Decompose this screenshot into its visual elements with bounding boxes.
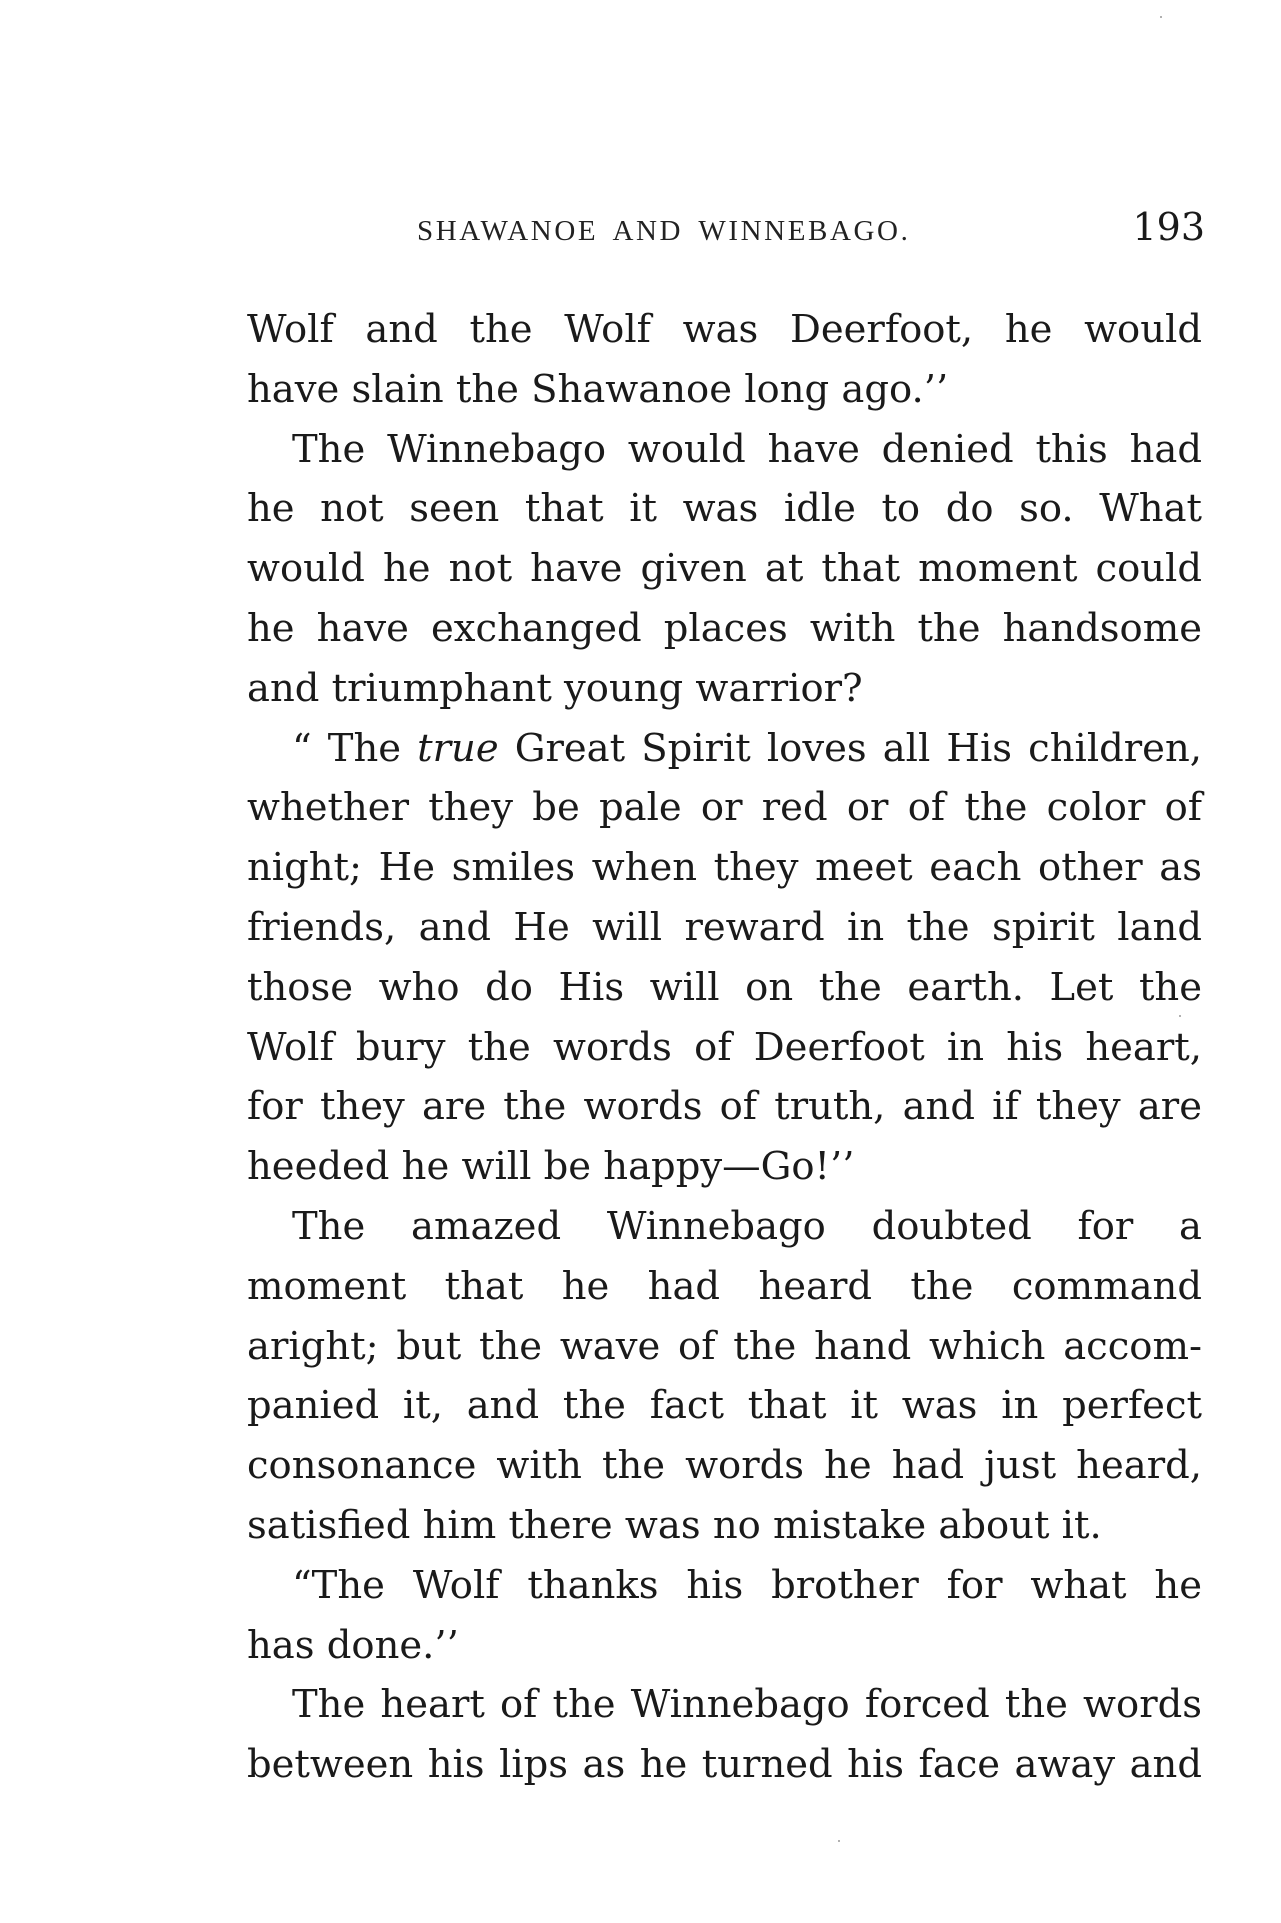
text-line: those who do His will on the earth. Let the (247, 964, 1202, 1010)
text-line: The heart of the Winnebago forced the words (292, 1682, 1202, 1728)
paper-speck (838, 1840, 840, 1842)
text-line: consonance with the words he had just heard, (247, 1443, 1202, 1489)
text-line: Wolf bury the words of Deerfoot in his heart, (247, 1024, 1202, 1070)
text-line: whether they be pale or red or of the color of (247, 785, 1202, 831)
text-fragment: Great Spirit loves all His children, (498, 725, 1202, 771)
body-text (247, 300, 1202, 1795)
text-line: would he not have given at that moment could (247, 546, 1202, 592)
running-header (247, 205, 1205, 255)
text-line: The Winnebago would have denied this had (292, 426, 1202, 472)
text-line: he not seen that it was idle to do so. What (247, 486, 1202, 532)
italic-word: true (417, 725, 499, 771)
text-line: moment that he had heard the command (247, 1263, 1202, 1309)
paper-speck (1179, 1015, 1181, 1017)
running-title: SHAWANOE AND WINNEBAGO. (417, 215, 911, 247)
text-line (247, 719, 1202, 779)
text-line: and triumphant young warrior? (247, 665, 863, 711)
text-line: The amazed Winnebago doubted for a (292, 1203, 1202, 1249)
text-line: between his lips as he turned his face away and (247, 1742, 1202, 1788)
text-line: he have exchanged places with the handsome (247, 605, 1202, 651)
text-line: night; He smiles when they meet each other as (247, 845, 1202, 891)
text-line: friends, and He will reward in the spirit land (247, 904, 1202, 950)
text-line: has done.’’ (247, 1622, 459, 1668)
text-line: satisfied him there was no mistake about it. (247, 1502, 1102, 1548)
paper-speck (1160, 16, 1162, 18)
text-line: have slain the Shawanoe long ago.’’ (247, 366, 949, 412)
text-line: Wolf and the Wolf was Deerfoot, he would (247, 307, 1202, 352)
text-line: heeded he will be happy—Go!’’ (247, 1144, 855, 1190)
page-number: 193 (1132, 205, 1205, 249)
text-fragment: “ The (292, 725, 418, 771)
text-line: for they are the words of truth, and if they are (247, 1084, 1202, 1130)
text-line: “The Wolf thanks his brother for what he (292, 1562, 1202, 1608)
text-line: aright; but the wave of the hand which accom- (247, 1323, 1202, 1369)
text-line: panied it, and the fact that it was in perfect (247, 1383, 1202, 1429)
